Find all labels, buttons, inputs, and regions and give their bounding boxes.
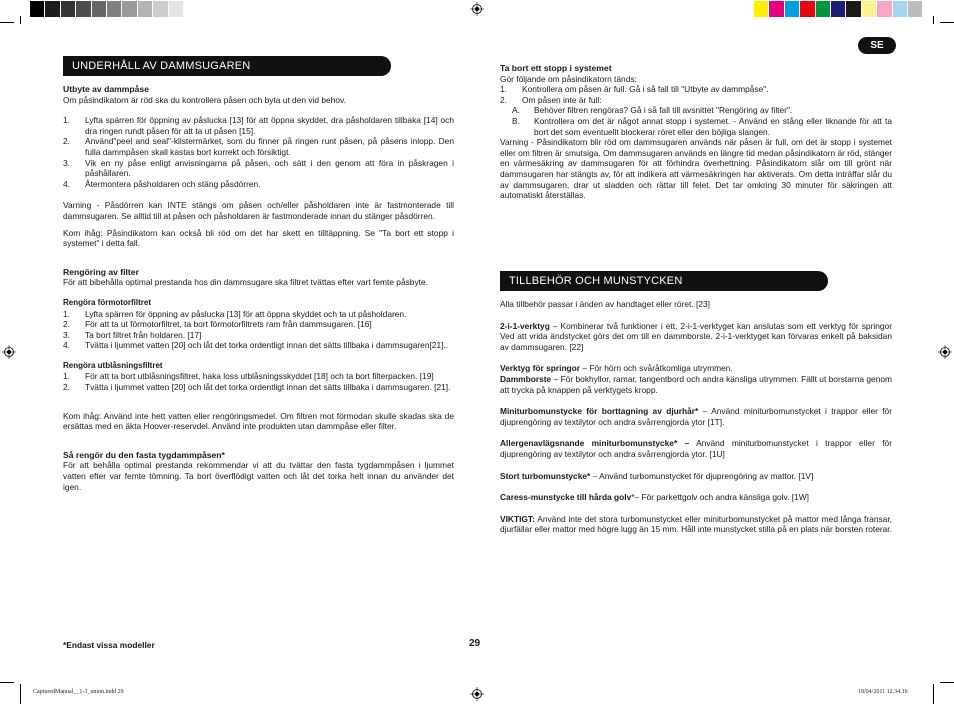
accessory-mini-turbo-allergen: Allergenavlägsnande miniturbomunstycke* – Använd miniturbomunstycket i trappor eller för djuprengöring av textilytor och andra svårrengjorda ytor. [1U] xyxy=(500,438,892,459)
registration-mark-icon xyxy=(470,687,484,701)
list-item-number: 2. xyxy=(63,319,70,330)
color-swatch xyxy=(846,1,861,17)
blockage-steps-list xyxy=(500,84,892,105)
crop-mark xyxy=(933,684,934,704)
blockage-substeps-list xyxy=(500,105,892,137)
list-item-number: A. xyxy=(512,105,520,116)
list-item-text: Tvätta i ljummet vatten [20] och låt det torka ordentligt innan det sätts tillbaka i dammsugaren[21].. xyxy=(85,340,449,351)
list-item-number: 1. xyxy=(63,371,70,382)
registration-mark-icon xyxy=(470,2,484,16)
section-title-maintenance: UNDERHÅLL AV DAMMSUGAREN xyxy=(63,56,391,76)
list-item-number: 1. xyxy=(63,115,70,126)
color-swatch xyxy=(862,1,877,17)
heading-exhaust-filter: Rengöra utblåsningsfiltret xyxy=(63,360,163,370)
color-swatch xyxy=(107,1,122,17)
page-number: 29 xyxy=(469,638,481,649)
blockage-warning: Varning - Påsindikatorn blir röd om dammsugaren används när påsen är full, om det är stopp i systemet eller om filtren är smutsiga. Om dammsugaren används en längre tid medan påsindikatorn är röd, stänger en värmesäkring av dammsugaren för att förhindra överhettning. Påsindikatorn slår om till grönt när dammsugaren har stängts av, för att indikera att värmesäkringen har aktiverats. Om detta inträffar slår du av dammsugaren, drar ut sladden och rättar till felet. Det tar omkring 30 minuter för säkringen att automatiskt återställas. xyxy=(500,137,892,201)
list-item xyxy=(63,115,454,136)
crop-mark xyxy=(0,22,14,23)
footnote: *Endast vissa modeller xyxy=(63,640,155,650)
list-item-number: 2. xyxy=(63,136,70,147)
crop-mark xyxy=(933,16,934,24)
list-item-text: Återmontera påsholdaren och stäng påsdörren. xyxy=(85,178,261,189)
premotor-steps-list xyxy=(63,309,454,351)
important-note: VIKTIGT: Använd inte det stora turbomunstycket eller miniturbomunstycket på mattor med långa fransar, djurfällar eller mattor med högre lugg än 15 mm. Håll inte munstycket stilla på en plats när borsten roterar. xyxy=(500,513,892,535)
list-item xyxy=(63,319,454,330)
heading-premotor-filter: Rengöra förmotorfiltret xyxy=(63,297,151,307)
heading-cloth-bag: Så rengör du den fasta tygdammpåsen* xyxy=(63,449,225,460)
color-swatch xyxy=(122,1,137,17)
list-item xyxy=(63,179,454,190)
color-swatch xyxy=(76,1,91,17)
list-item xyxy=(63,136,454,157)
color-swatch xyxy=(184,1,199,17)
registration-mark-icon xyxy=(938,345,952,359)
right-top-column xyxy=(500,63,892,201)
list-item-text: Vik en ny påse enligt anvisningarna på påsen, och sätt i den genom att föra in påskragen i påshållaren. xyxy=(85,157,454,179)
accessory-crevice: Verktyg för springor – För hörn och svåråtkomliga utrymmen. xyxy=(500,363,733,374)
crop-mark xyxy=(0,682,14,683)
language-badge: SE xyxy=(858,37,896,54)
heading-bag-replacement: Utbyte av dammpåse xyxy=(63,84,149,94)
list-item-text: Kontrollera om påsen är full. Gå i så fall till "Utbyte av dammpåse". xyxy=(522,84,769,95)
list-item xyxy=(500,116,892,137)
slug-timestamp: 18/04/2011 12.34.16 xyxy=(858,689,908,695)
list-item xyxy=(63,330,454,341)
list-item-number: 4. xyxy=(63,340,70,351)
color-swatch xyxy=(800,1,815,17)
list-item-number: 2. xyxy=(63,382,70,393)
accessory-caress-nozzle: Caress-munstycke till hårda golv*– För parkettgolv och andra känsliga golv. [1W] xyxy=(500,492,809,503)
color-swatch xyxy=(816,1,831,17)
list-item-text: Behöver filtren rengöras? Gå i så fall till avsnittet "Rengöring av filter". xyxy=(534,105,793,116)
heading-blockage: Ta bort ett stopp i systemet xyxy=(500,63,612,73)
slug-file-info: CapturedManual__1-3_union.indd 29 xyxy=(33,689,124,695)
left-column xyxy=(63,84,454,492)
list-item-text: Lyfta spärren för öppning av påslucka [13] för att öppna skyddet och ta ut påsholdaren. xyxy=(85,308,407,319)
list-item-text: För att ta ut förmotorfiltret, ta bort förmotorfiltrets ram från dammsugaren. [16] xyxy=(85,319,372,330)
color-swatch xyxy=(138,1,153,17)
color-swatch xyxy=(831,1,846,17)
color-swatch xyxy=(769,1,784,17)
color-swatch xyxy=(92,1,107,17)
accessory-large-turbo: Stort turbomunstycke* – Använd turbomunstycket för djuprengöring av mattor. [1V] xyxy=(500,470,814,481)
accessory-mini-turbo-pet: Miniturbomunstycke för borttagning av djurhår* – Använd miniturbomunstycket i trappor eller för djuprengöring av textilytor och andra svårrengjorda ytor [1T]. xyxy=(500,406,892,427)
list-item-text: Kontrollera om det är något annat stopp i systemet. - Använd en stång eller liknande för att ta bort det som eventuellt blockerar röret eller den böjliga slangen. xyxy=(534,115,892,137)
bag-remember-note: Kom ihåg: Påsindikatorn kan också bli röd om det har skett en tilltäppning. Se "Ta bort ett stopp i systemet" i detta fall. xyxy=(63,227,454,249)
crop-mark xyxy=(940,682,954,683)
list-item xyxy=(63,340,454,351)
bag-warning: Varning - Påsdörren kan INTE stängs om påsen och/eller påsholdaren inte är fastmonterade till dammsugaren. Se alltid till at påsen och påsholdaren är fastmonderade innan du stänger påsdörren. xyxy=(63,200,454,221)
filter-remember-note: Kom ihåg: Använd inte hett vatten eller rengöringsmedel. Om filtren mot förmodan skulle skadas ska de ersättas med en äkta Hoover-reservdel. Använd inte produkten utan dammpåse eller filter. xyxy=(63,410,454,432)
color-swatch xyxy=(877,1,892,17)
list-item-text: Tvätta i ljummet vatten [20] och låt det torka ordentligt innan det sätts tillbaka i dammsugaren. [21]. xyxy=(85,382,451,393)
blockage-intro: Gör följande om påsindikatorn tänds: xyxy=(500,73,637,84)
list-item xyxy=(500,105,892,116)
list-item-text: Använd"peel and seal"-klistermärket, som du finner på ringen runt påsen, på påsens inlopp. Den fulla dammpåsen skall kastas bort korrekt och försiktigt. xyxy=(85,136,454,157)
color-swatch xyxy=(754,1,769,17)
list-item xyxy=(63,382,454,393)
right-bottom-column xyxy=(500,299,892,535)
list-item-number: 4. xyxy=(63,178,70,189)
section-title-accessories: TILLBEHÖR OCH MUNSTYCKEN xyxy=(500,271,828,291)
list-item xyxy=(500,95,892,106)
list-item-text: Lyfta spärren för öppning av påslucka [13] för att öppna skyddet, dra påsholdaren tillbaka [14] och dra ringen rundt påsen för att ta ut påsen [15]. xyxy=(85,115,454,136)
accessory-2in1: 2-i-1-verktyg – Kombinerar två funktioner i ett, 2-i-1-verktyget kan anslutas som ett verktyg för springor Ved att vrida ändstycket görs det om till en dammborste. 2-i-1-verktyget kan förvaras enkelt på baksidan av dammsugaren. [22] xyxy=(500,320,892,352)
list-item-number: 2. xyxy=(500,94,507,105)
filter-intro: För att bibehålla optimal prestanda hos din dammsugare ska filtret tvättas efter vart femte påsbyte. xyxy=(63,277,428,288)
exhaust-steps-list xyxy=(63,371,454,392)
list-item-text: Om påsen inte är full: xyxy=(522,94,602,105)
list-item-text: Ta bort filtret från holdaren. [17] xyxy=(85,329,202,340)
color-swatch xyxy=(30,1,45,17)
color-swatch xyxy=(893,1,908,17)
heading-filter-cleaning: Rengöring av filter xyxy=(63,266,139,277)
list-item-number: 1. xyxy=(500,84,507,95)
accessory-dusting-brush: Dammborste – För bokhyllor, ramar, tangentbord och andra känsliga utrymmen. Fällt ut borstarna genom att trycka på knappen på verktygets kropp. xyxy=(500,373,892,395)
color-swatch xyxy=(908,1,923,17)
crop-mark xyxy=(20,16,21,24)
crop-mark xyxy=(940,22,954,23)
list-item-number: 1. xyxy=(63,308,70,319)
color-swatch xyxy=(153,1,168,17)
color-swatch xyxy=(785,1,800,17)
color-calibration-bar-grayscale xyxy=(30,1,199,17)
list-item xyxy=(63,158,454,179)
crop-mark xyxy=(20,684,21,704)
color-swatch xyxy=(45,1,60,17)
list-item xyxy=(63,371,454,382)
color-calibration-bar-color xyxy=(754,1,923,17)
list-item-number: 3. xyxy=(63,157,70,168)
list-item-number: 3. xyxy=(63,329,70,340)
bag-intro: Om påsindikatorn är röd ska du kontrollera påsen och byta ut den vid behov. xyxy=(63,94,346,105)
color-swatch xyxy=(61,1,76,17)
registration-mark-icon xyxy=(2,345,16,359)
list-item xyxy=(500,84,892,95)
color-swatch xyxy=(169,1,184,17)
accessories-intro: Alla tillbehör passar i änden av handtaget eller röret. [23] xyxy=(500,299,710,309)
list-item-text: För att ta bort utblåsningsfiltret, haka loss utblåsningsskyddet [18] och ta bort filterpacken. [19] xyxy=(85,371,434,382)
list-item-number: B. xyxy=(512,115,520,126)
cloth-bag-text: För att behålla optimal prestanda rekommendar vi att du tvättar den fasta tygdammpåsen i ljummet vatten efter var femte tömning. Ta bort överflödigt vatten och låt det torka helt innan du använder det igen. xyxy=(63,460,454,492)
list-item xyxy=(63,309,454,320)
bag-steps-list xyxy=(63,115,454,189)
